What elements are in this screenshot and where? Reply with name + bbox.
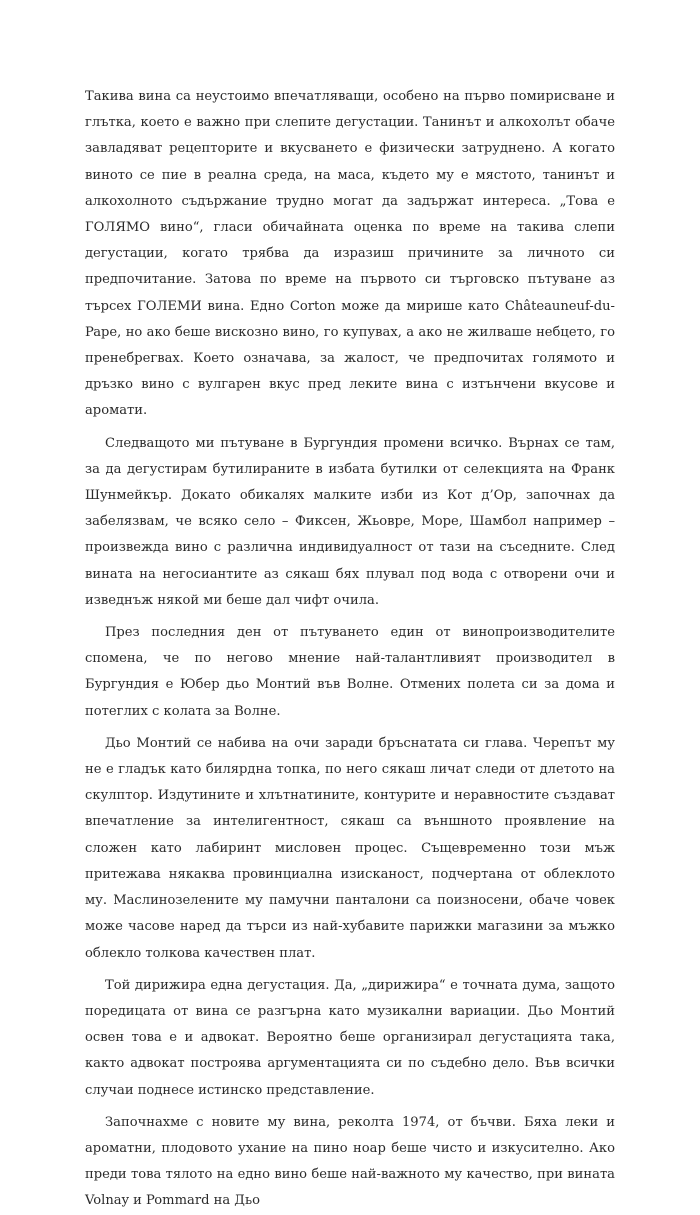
paragraph-5: Той дирижира една дегустация. Да, „дирижира“ е точната дума, защото поредицата от вина се разгърна като музикални вариации. Дьо Монтий освен това е и адвокат. Вероятно беше организирал дегустацията така, както адвокат построява аргументацията си по съдебно дело. Във всички случаи поднесе истинско представление.: [85, 977, 615, 1098]
paragraph-4: Дьо Монтий се набива на очи заради бръснатата си глава. Черепът му не е гладък като билярдна топка, по него сякаш личат следи от длетото на скулптор. Издутините и хлътнатините, контурите и неравностите създават впечатление за интелигентност, сякаш са външното проявление на сложен като лабиринт мисловен процес. Същевременно този мъж притежава някаква провинциална изисканост, подчертана от облеклото му. Маслинозелените му памучни панталони са поизносени, обаче човек може часове наред да търси из най-хубавите парижки магазини за мъжко облекло толкова качествен плат.: [85, 735, 615, 961]
paragraph-2: Следващото ми пътуване в Бургундия промени всичко. Върнах се там, за да дегустирам бутилираните в избата бутилки от селекцията на Франк Шунмейкър. Докато обикалях малките изби из Кот д’Ор, започнах да забелязвам, че всяко село – Фиксен, Жьовре, Море, Шамбол например – произвежда вино с различна индивидуалност от тази на съседните. След вината на негосиантите аз сякаш бях плувал под вода с отворени очи и изведнъж някой ми беше дал чифт очила.: [85, 435, 615, 608]
document-page: [85, 84, 615, 1215]
paragraph-6: Започнахме с новите му вина, реколта 1974, от бъчви. Бяха леки и ароматни, плодовото ухание на пино ноар беше чисто и изкусително. Ако преди това тялото на едно вино беше най-важното му качество, при вината Volnay и Pommard на Дьо: [85, 1114, 615, 1209]
paragraph-1: Такива вина са неустоимо впечатляващи, особено на първо помирисване и глътка, което е важно при слепите дегустации. Танинът и алкохолът обаче завладяват рецепторите и вкусването е физически затруднено. А когато виното се пие в реална среда, на маса, където му е мястото, танинът и алкохолното съдържание трудно могат да задържат интереса. „Това е ГОЛЯМО вино“, гласи обичайната оценка по време на такива слепи дегустации, когато трябва да изразиш причините за личното си предпочитание. Затова по време на първото си търговско пътуване аз търсех ГОЛЕМИ вина. Едно Corton може да мирише като Châteauneuf-du-Pape, но ако беше вискозно вино, го купувах, а ако не жилваше небцето, го пренебрегвах. Което означава, за жалост, че предпочитах голямото и дръзко вино с вулгарен вкус пред леките вина с изтънчени вкусове и аромати.: [85, 89, 615, 419]
paragraph-3: През последния ден от пътуването един от винопроизводителите спомена, че по негово мнение най-талантливият производител в Бургундия е Юбер дьо Монтий във Волне. Отмених полета си за дома и потеглих с колата за Волне.: [85, 625, 615, 719]
